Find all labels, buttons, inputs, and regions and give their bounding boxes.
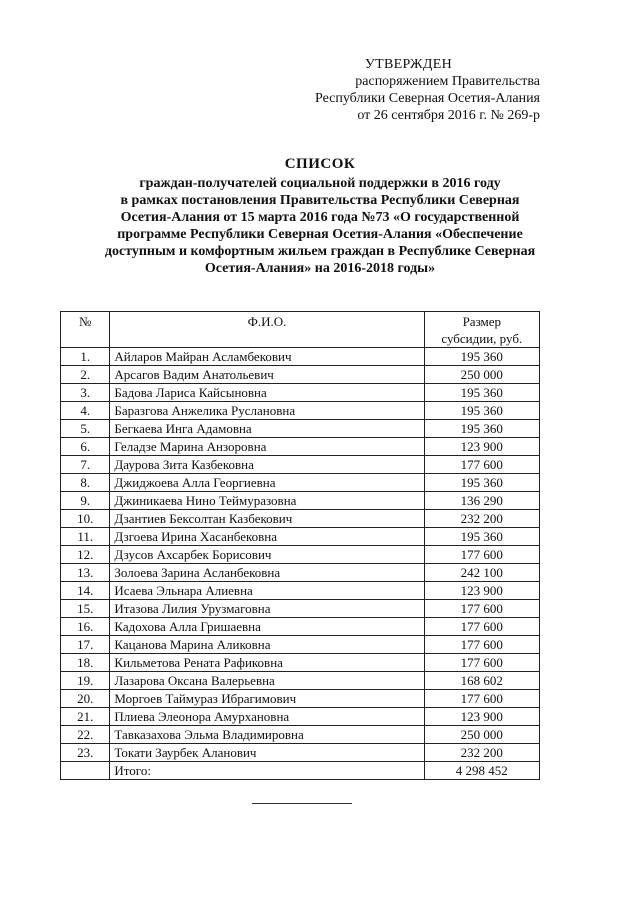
table-row xyxy=(61,366,540,384)
document-subtitle-line: доступным и комфортным жильем граждан в Республике Северная xyxy=(104,244,536,259)
recipients-table xyxy=(60,311,540,780)
row-num: 6. xyxy=(61,438,110,456)
table-row xyxy=(61,456,540,474)
row-name: Джиникаева Нино Теймуразовна xyxy=(110,492,424,510)
row-num: 1. xyxy=(61,348,110,366)
row-num: 18. xyxy=(61,654,110,672)
row-name: Золоева Зарина Асланбековна xyxy=(110,564,424,582)
row-sum: 168 602 xyxy=(424,672,539,690)
header-name: Ф.И.О. xyxy=(110,312,424,348)
approval-stamp xyxy=(300,56,540,124)
row-name: Баразгова Анжелика Руслановна xyxy=(110,402,424,420)
document-subtitle-line: граждан-получателей социальной поддержки в 2016 году xyxy=(139,176,501,191)
table-row xyxy=(61,600,540,618)
table-row xyxy=(61,564,540,582)
table-body xyxy=(61,348,540,762)
table-row xyxy=(61,420,540,438)
row-num: 14. xyxy=(61,582,110,600)
row-num: 11. xyxy=(61,528,110,546)
header-num: № xyxy=(61,312,110,348)
row-sum: 177 600 xyxy=(424,456,539,474)
table-row xyxy=(61,582,540,600)
row-name: Дзгоева Ирина Хасанбековна xyxy=(110,528,424,546)
approval-heading: УТВЕРЖДЕН xyxy=(364,57,452,72)
row-num: 10. xyxy=(61,510,110,528)
approval-line-3: от 26 сентября 2016 г. № 269-р xyxy=(357,108,540,123)
table-row xyxy=(61,492,540,510)
row-num: 17. xyxy=(61,636,110,654)
row-num: 16. xyxy=(61,618,110,636)
row-sum: 123 900 xyxy=(424,582,539,600)
document-subtitle-line: в рамках постановления Правительства Республики Северная xyxy=(120,193,520,208)
row-sum: 250 000 xyxy=(424,366,539,384)
row-name: Кацанова Марина Аликовна xyxy=(110,636,424,654)
row-sum: 250 000 xyxy=(424,726,539,744)
table-row xyxy=(61,636,540,654)
row-name: Кадохова Алла Гришаевна xyxy=(110,618,424,636)
row-num: 5. xyxy=(61,420,110,438)
row-num: 20. xyxy=(61,690,110,708)
row-sum: 177 600 xyxy=(424,546,539,564)
row-sum: 123 900 xyxy=(424,438,539,456)
table-row xyxy=(61,474,540,492)
header-sum-line-1: Размер xyxy=(462,314,502,329)
table-row xyxy=(61,690,540,708)
row-name: Айларов Майран Асламбекович xyxy=(110,348,424,366)
document-title: СПИСОК xyxy=(284,156,356,172)
row-sum: 232 200 xyxy=(424,510,539,528)
row-sum: 242 100 xyxy=(424,564,539,582)
row-num: 21. xyxy=(61,708,110,726)
closing-divider xyxy=(252,803,352,804)
row-num: 13. xyxy=(61,564,110,582)
document-subtitle-line: Осетия-Алания» на 2016-2018 годы» xyxy=(204,261,436,276)
approval-line-1: распоряжением Правительства xyxy=(355,74,540,89)
row-sum: 177 600 xyxy=(424,690,539,708)
row-sum: 177 600 xyxy=(424,618,539,636)
document-subtitle-line: Осетия-Алания от 15 марта 2016 года №73 «О государственной xyxy=(120,210,520,225)
row-name: Геладзе Марина Анзоровна xyxy=(110,438,424,456)
header-sum-line-2: субсидии, руб. xyxy=(441,331,523,346)
row-sum: 195 360 xyxy=(424,420,539,438)
row-sum: 232 200 xyxy=(424,744,539,762)
row-name: Дзусов Ахсарбек Борисович xyxy=(110,546,424,564)
row-sum: 195 360 xyxy=(424,528,539,546)
row-num: 15. xyxy=(61,600,110,618)
table-header-row xyxy=(61,312,540,348)
table-row xyxy=(61,510,540,528)
row-num: 12. xyxy=(61,546,110,564)
row-sum: 195 360 xyxy=(424,348,539,366)
row-name: Итазова Лилия Урузмаговна xyxy=(110,600,424,618)
table-row xyxy=(61,672,540,690)
total-label: Итого: xyxy=(110,762,424,780)
row-name: Плиева Элеонора Амурхановна xyxy=(110,708,424,726)
document-subtitle-line: программе Республики Северная Осетия-Алания «Обеспечение xyxy=(117,227,523,242)
header-sum xyxy=(424,312,539,348)
table-row xyxy=(61,726,540,744)
row-name: Лазарова Оксана Валерьевна xyxy=(110,672,424,690)
row-name: Дзантиев Бексолтан Казбекович xyxy=(110,510,424,528)
table-row xyxy=(61,708,540,726)
row-name: Кильметова Рената Рафиковна xyxy=(110,654,424,672)
row-num: 3. xyxy=(61,384,110,402)
table-row xyxy=(61,348,540,366)
row-name: Даурова Зита Казбековна xyxy=(110,456,424,474)
row-sum: 177 600 xyxy=(424,654,539,672)
row-name: Токати Заурбек Аланович xyxy=(110,744,424,762)
table-row xyxy=(61,654,540,672)
approval-line-2: Республики Северная Осетия-Алания xyxy=(315,91,540,106)
row-num: 8. xyxy=(61,474,110,492)
document-title-block xyxy=(60,156,580,277)
table-row xyxy=(61,618,540,636)
row-num: 23. xyxy=(61,744,110,762)
total-row xyxy=(61,762,540,780)
row-num: 4. xyxy=(61,402,110,420)
row-sum: 177 600 xyxy=(424,636,539,654)
row-name: Арсагов Вадим Анатольевич xyxy=(110,366,424,384)
row-num: 19. xyxy=(61,672,110,690)
row-sum: 177 600 xyxy=(424,600,539,618)
row-num: 9. xyxy=(61,492,110,510)
row-name: Джиджоева Алла Георгиевна xyxy=(110,474,424,492)
table-row xyxy=(61,438,540,456)
table-row xyxy=(61,744,540,762)
row-name: Бадова Лариса Кайсыновна xyxy=(110,384,424,402)
total-num-cell xyxy=(61,762,110,780)
table-row xyxy=(61,546,540,564)
total-sum: 4 298 452 xyxy=(424,762,539,780)
row-name: Тавказахова Эльма Владимировна xyxy=(110,726,424,744)
row-num: 2. xyxy=(61,366,110,384)
table-row xyxy=(61,384,540,402)
row-sum: 195 360 xyxy=(424,402,539,420)
row-name: Моргоев Таймураз Ибрагимович xyxy=(110,690,424,708)
row-sum: 195 360 xyxy=(424,384,539,402)
row-name: Исаева Эльнара Алиевна xyxy=(110,582,424,600)
table-row xyxy=(61,528,540,546)
row-num: 7. xyxy=(61,456,110,474)
row-sum: 195 360 xyxy=(424,474,539,492)
row-name: Бегкаева Инга Адамовна xyxy=(110,420,424,438)
row-sum: 136 290 xyxy=(424,492,539,510)
table-row xyxy=(61,402,540,420)
row-num: 22. xyxy=(61,726,110,744)
row-sum: 123 900 xyxy=(424,708,539,726)
